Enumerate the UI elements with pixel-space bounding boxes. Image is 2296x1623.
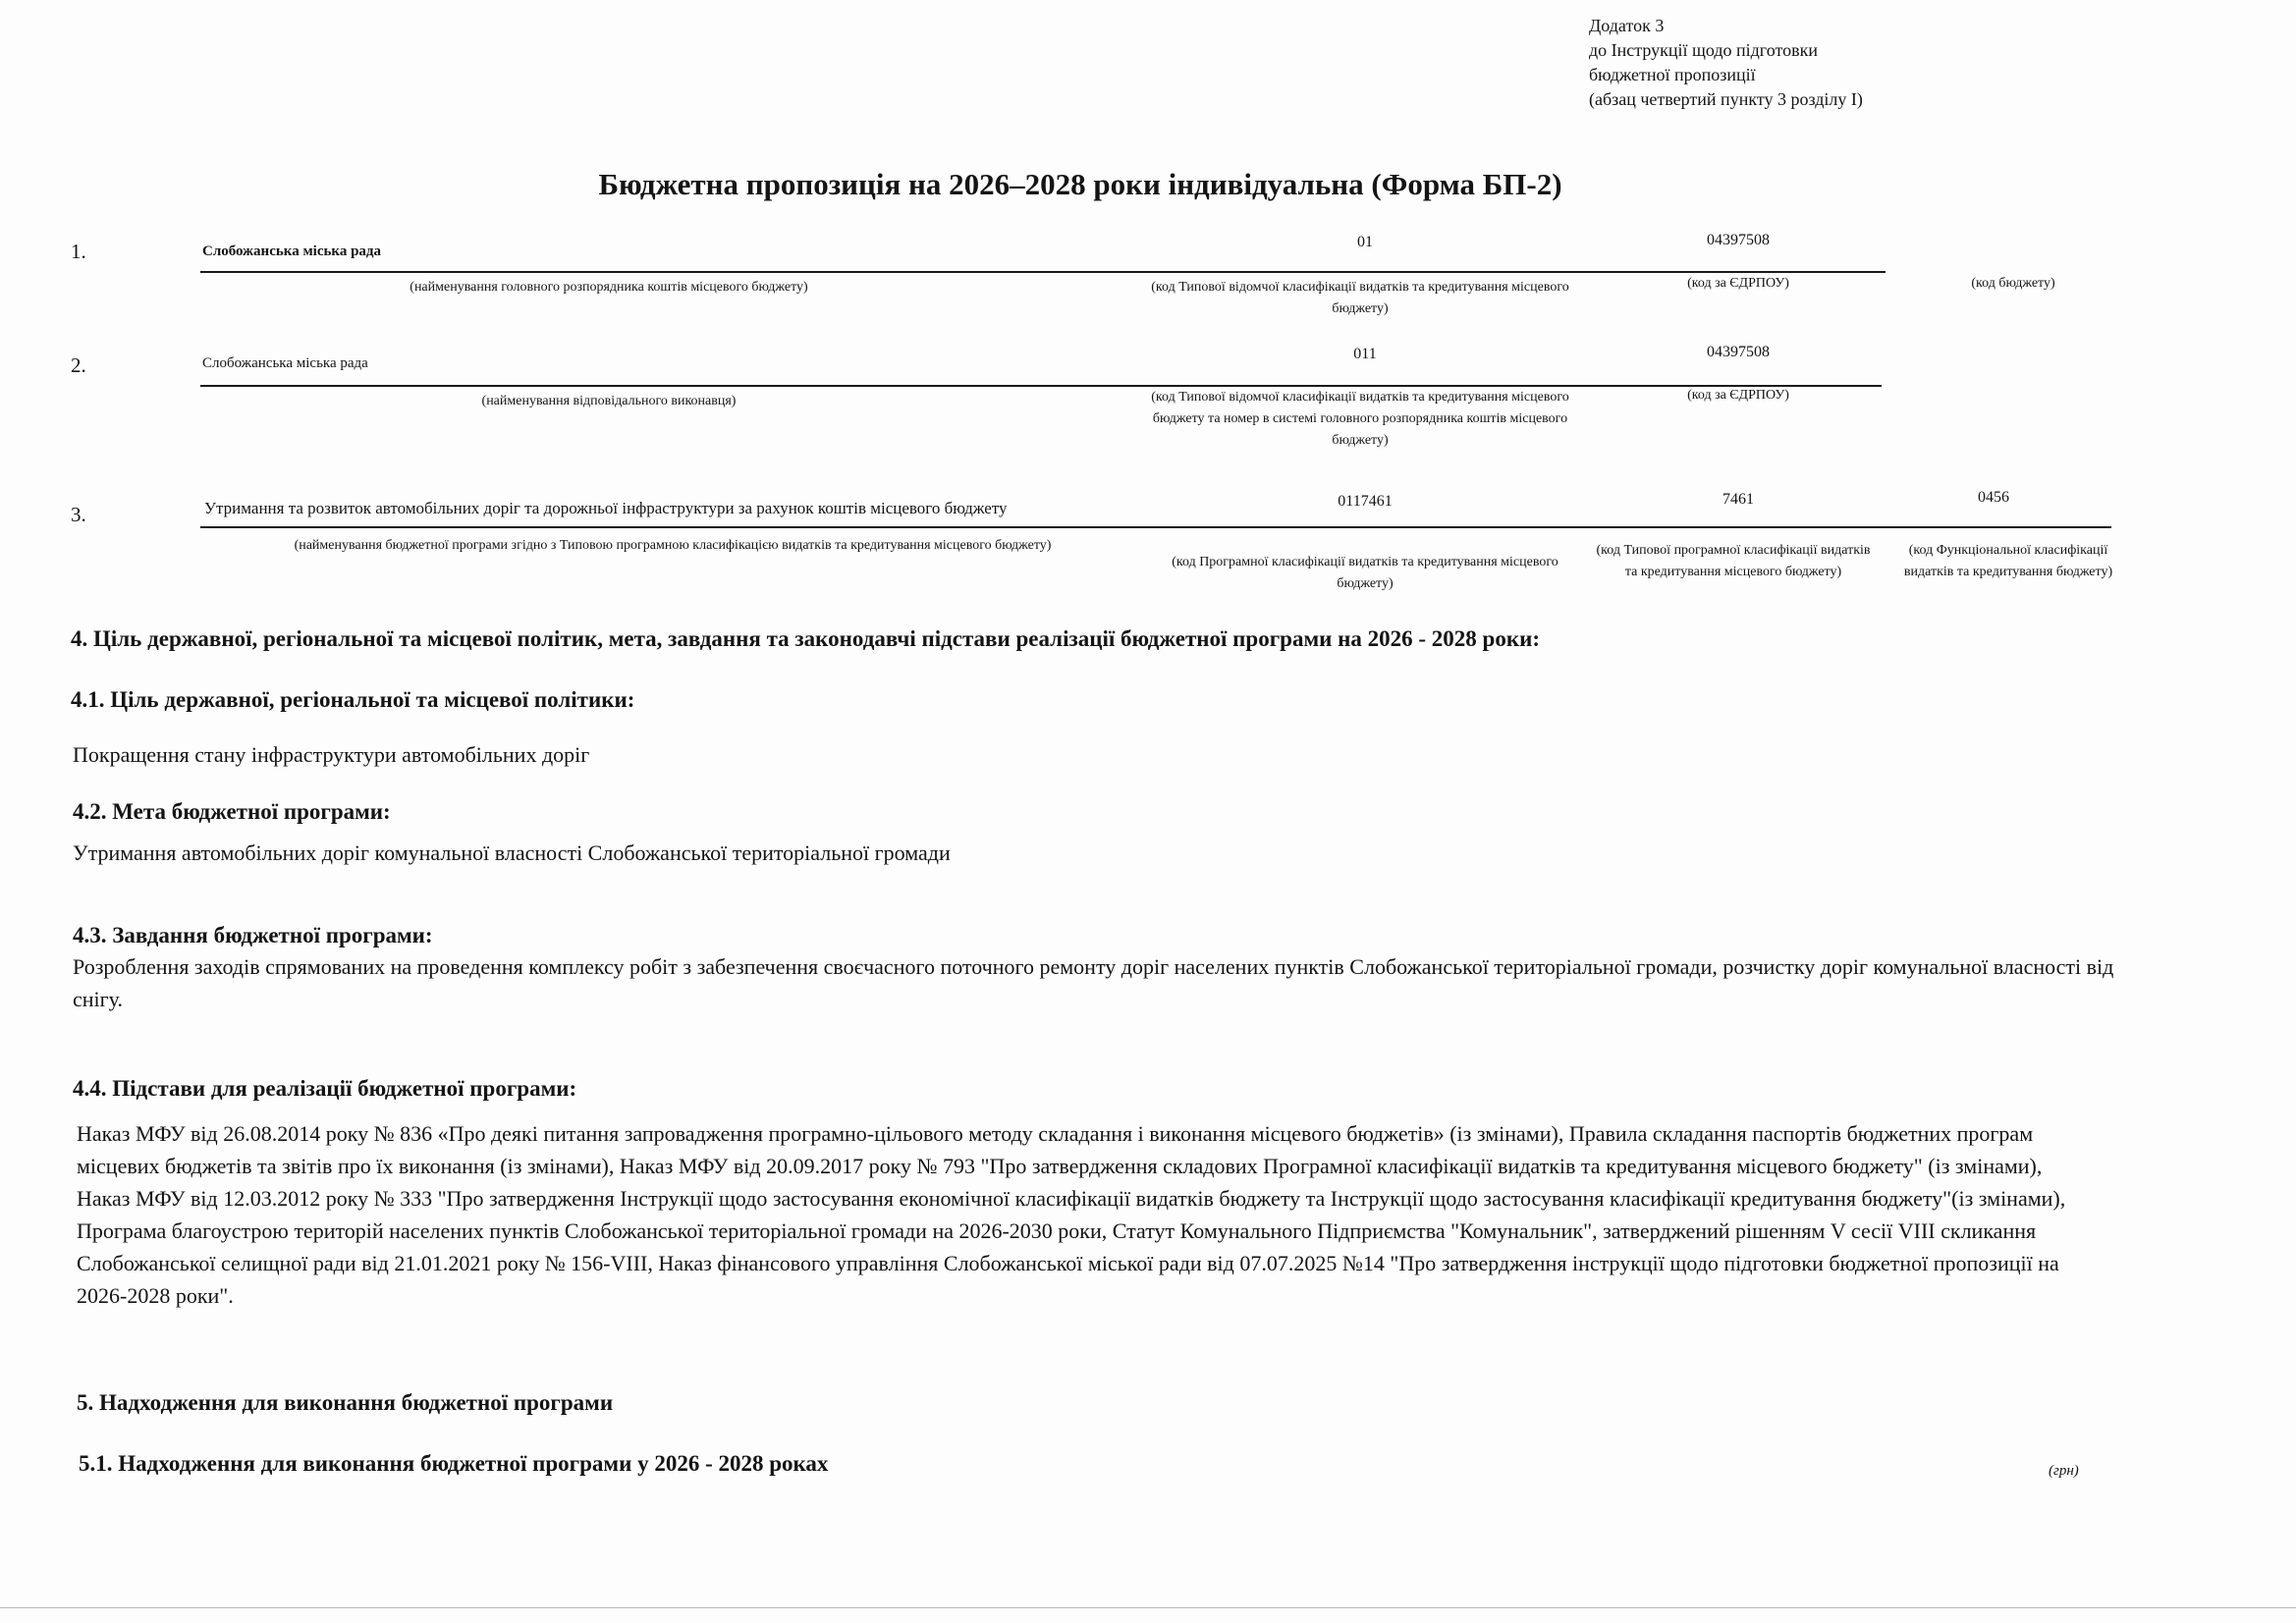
row3-number: 3.	[71, 503, 86, 526]
row3-underline	[200, 526, 2111, 528]
currency-unit: (грн)	[2049, 1463, 2079, 1479]
row3-code-typical: 7461	[1722, 491, 1754, 508]
row1-caption-name: (найменування головного розпорядника коштів місцевого бюджету)	[410, 280, 808, 295]
section-4-3-text: Розроблення заходів спрямованих на проведення комплексу робіт з забезпечення своєчасного поточного ремонту доріг населених пунктів Слобожанської територіальної громади, розчистку доріг комунальної власності від снігу.	[73, 954, 2114, 1011]
section-4-2-heading: 4.2. Мета бюджетної програми:	[73, 799, 391, 824]
section-5-heading: 5. Надходження для виконання бюджетної програми	[77, 1390, 614, 1415]
section-5-1-heading: 5.1. Надходження для виконання бюджетної програми у 2026 - 2028 роках	[79, 1451, 829, 1476]
appendix-line: Додаток 3	[1589, 16, 1665, 35]
row3-code-functional: 0456	[1978, 489, 2009, 506]
appendix-header	[1589, 14, 1863, 112]
row2-caption-name: (найменування відповідального виконавця)	[481, 394, 737, 408]
appendix-line: бюджетної пропозиції	[1589, 65, 1756, 84]
document-title: Бюджетна пропозиція на 2026–2028 роки індивідуальна (Форма БП-2)	[598, 167, 1562, 201]
row2-caption-code: (код Типової відомчої класифікації видатків та кредитування місцевого бюджету та номер в системі головного розпорядника коштів місцевого бюджету)	[1151, 390, 1569, 448]
row2-number: 2.	[71, 353, 86, 377]
row3-caption-name: (найменування бюджетної програми згідно з Типовою програмною класифікацією видатків та кредитування місцевого бюджету)	[294, 538, 1052, 553]
row3-name: Утримання та розвиток автомобільних доріг та дорожньої інфраструктури за рахунок коштів місцевого бюджету	[204, 499, 1008, 517]
row3-caption-functional: (код Функціональної класифікації видатків та кредитування бюджету)	[1903, 543, 2113, 579]
row1-name: Слобожанська міська рада	[202, 243, 382, 259]
row1-edrpou: 04397508	[1707, 232, 1770, 248]
row1-caption-code: (код Типової відомчої класифікації видатків та кредитування місцевого бюджету)	[1151, 280, 1569, 316]
appendix-line: (абзац четвертий пункту 3 розділу I)	[1589, 89, 1863, 109]
row2-edrpou: 04397508	[1707, 344, 1770, 360]
row1-caption-budget: (код бюджету)	[1971, 276, 2055, 291]
row2-code: 011	[1353, 346, 1377, 362]
row2-caption-edrpou: (код за ЄДРПОУ)	[1687, 388, 1789, 403]
appendix-line: до Інструкції щодо підготовки	[1589, 40, 1818, 60]
row3-caption-program: (код Програмної класифікації видатків та кредитування місцевого бюджету)	[1172, 555, 1558, 591]
section-4-heading: 4. Ціль державної, регіональної та місцевої політик, мета, завдання та законодавчі підстави реалізації бюджетної програми на 2026 - 2028 роки:	[71, 626, 1540, 651]
section-4-1-text: Покращення стану інфраструктури автомобільних доріг	[73, 742, 590, 767]
section-4-1-heading: 4.1. Ціль державної, регіональної та місцевої політики:	[71, 687, 635, 712]
section-4-4-text: Наказ МФУ від 26.08.2014 року № 836 «Про деякі питання запровадження програмно-цільового методу складання і виконання місцевого бюджетів» (із змінами), Правила складання паспортів бюджетних програм місцевих бюджетів та звітів про їх виконання (із змінами), Наказ МФУ від 20.09.2017 року № 793 "Про затвердження складових Програмної класифікації видатків та кредитування місцевого бюджету" (із змінами), Наказ МФУ від 12.03.2012 року № 333 "Про затвердження Інструкції щодо застосування економічної класифікації видатків бюджету та Інструкції щодо застосування класифікації кредитування бюджету"(із змінами), Програма благоустрою територій населених пунктів Слобожанської територіальної громади на 2026-2030 роки, Статут Комунального Підприємства "Комунальник", затверджений рішенням V сесії VIII скликання Слобожанської селищної ради від 21.01.2021 року № 156-VIII, Наказ фінансового управління Слобожанської міської ради від 07.07.2025 №14 "Про затвердження інструкції щодо підготовки бюджетної пропозиції на 2026-2028 роки".	[77, 1121, 2066, 1308]
row1-number: 1.	[71, 240, 86, 263]
scan-edge-line	[0, 1607, 2296, 1608]
section-4-4-heading: 4.4. Підстави для реалізації бюджетної програми:	[73, 1076, 577, 1101]
row1-caption-edrpou: (код за ЄДРПОУ)	[1687, 276, 1789, 291]
row3-code-program: 0117461	[1338, 493, 1393, 510]
row3-caption-typical: (код Типової програмної класифікації видатків та кредитування місцевого бюджету)	[1596, 543, 1871, 579]
section-4-2-text: Утримання автомобільних доріг комунальної власності Слобожанської територіальної громади	[73, 840, 951, 865]
row1-code: 01	[1357, 234, 1373, 250]
section-4-3-heading: 4.3. Завдання бюджетної програми:	[73, 923, 433, 947]
row2-name: Слобожанська міська рада	[202, 355, 368, 371]
